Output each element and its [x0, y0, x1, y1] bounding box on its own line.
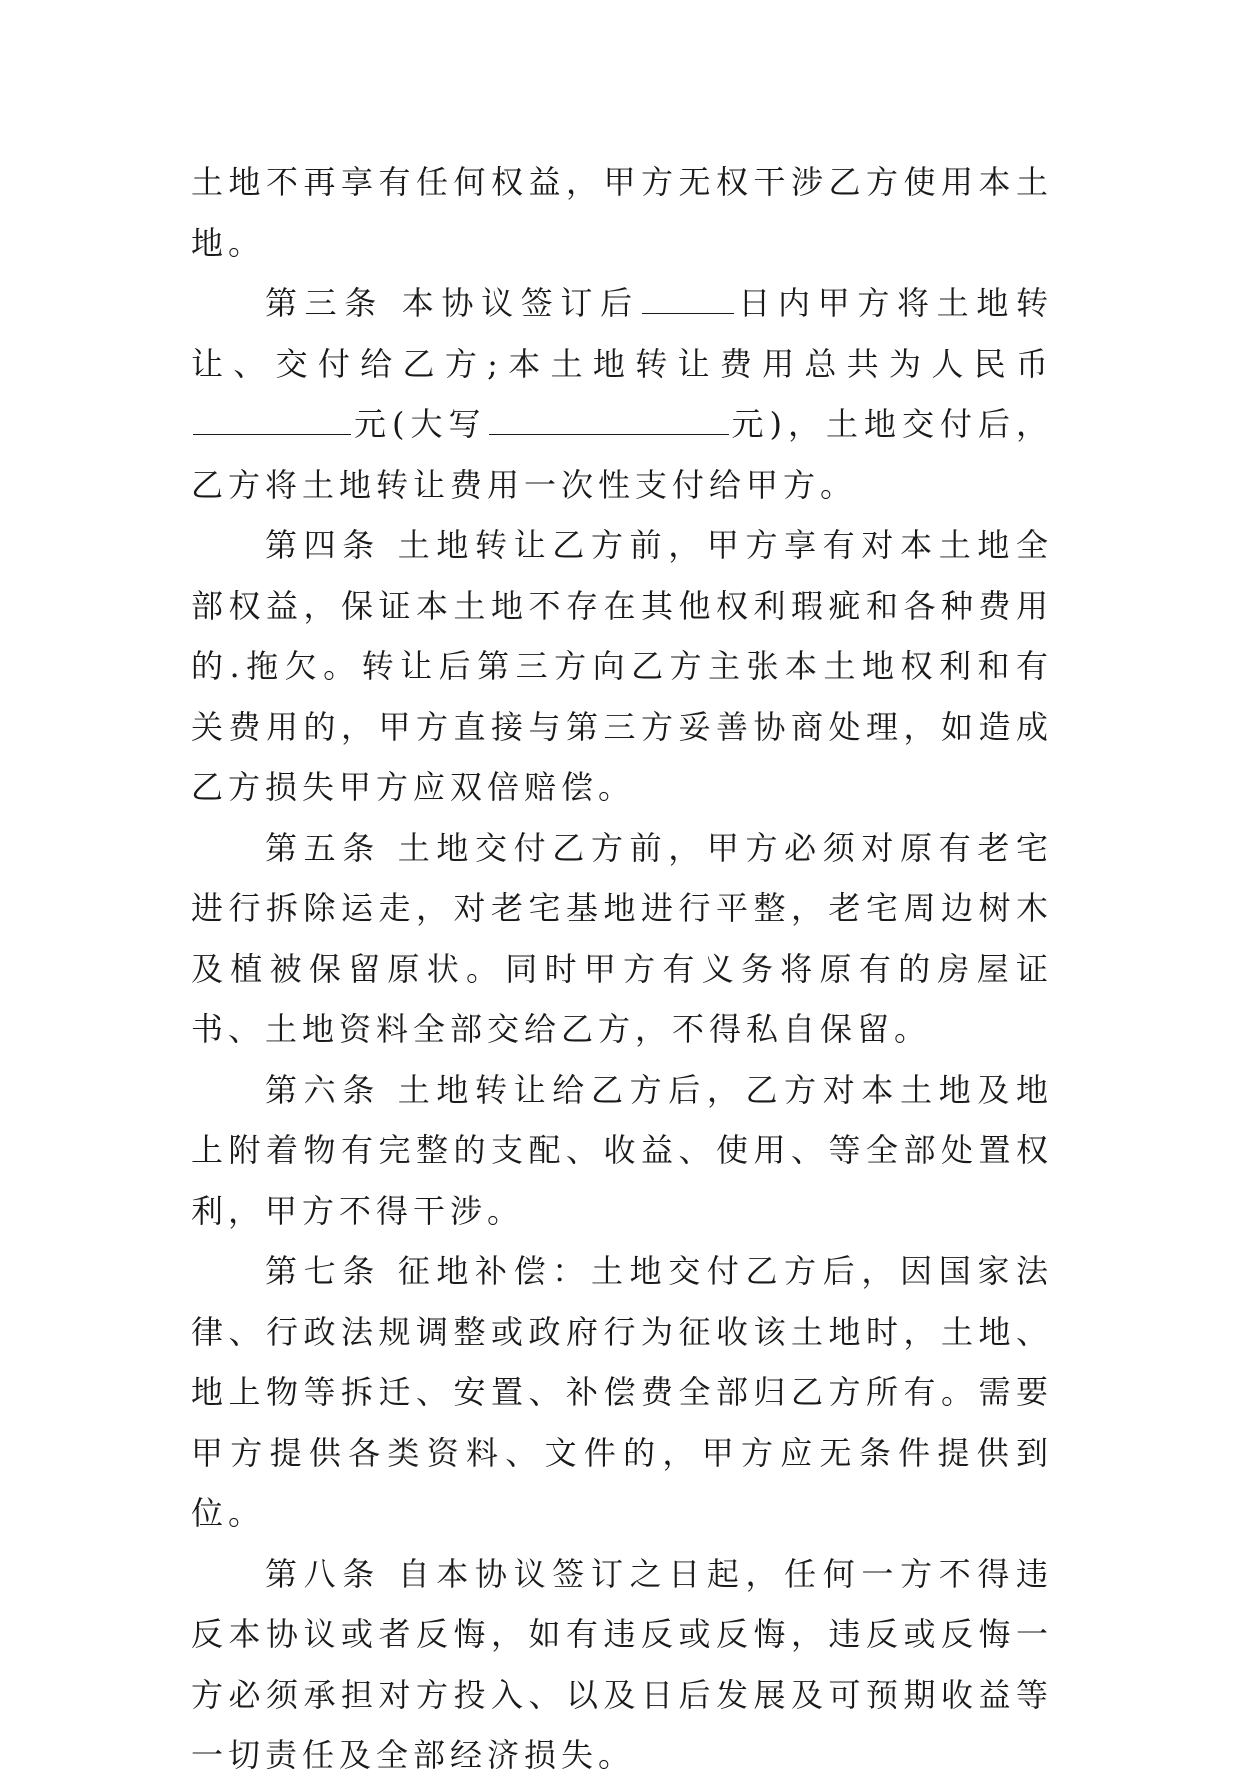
document-body — [191, 152, 1053, 1786]
paragraph-continuation: 土地不再享有任何权益，甲方无权干涉乙方使用本土地。 — [191, 163, 1053, 262]
amount-in-words-blank — [489, 404, 729, 435]
article-6: 第六条 土地转让给乙方后，乙方对本土地及地上附着物有完整的支配、收益、使用、等全部处置权利，甲方不得干涉。 — [191, 1070, 1053, 1230]
days-blank — [642, 283, 734, 314]
article-3 — [191, 273, 1053, 515]
article-4: 第四条 土地转让乙方前，甲方享有对本土地全部权益，保证本土地不存在其他权利瑕疵和各种费用的.拖欠。转让后第三方向乙方主张本土地权利和有关费用的，甲方直接与第三方妥善协商处理，如造成乙方损失甲方应双倍赔偿。 — [191, 526, 1053, 806]
article-3-text-1: 第三条 本协议签订后 — [265, 284, 640, 322]
article-8: 第八条 自本协议签订之日起，任何一方不得违反本协议或者反悔，如有违反或反悔，违反或反悔一方必须承担对方投入、以及日后发展及可预期收益等一切责任及全部经济损失。 — [191, 1554, 1053, 1774]
article-5: 第五条 土地交付乙方前，甲方必须对原有老宅进行拆除运走，对老宅基地进行平整，老宅周边树木及植被保留原状。同时甲方有义务将原有的房屋证书、土地资料全部交给乙方，不得私自保留。 — [191, 828, 1053, 1048]
article-3-text-2: 日内甲方将土地转让、交付给乙方;本土地转让费用总共为人民币 — [191, 284, 1053, 383]
amount-blank — [193, 404, 351, 435]
article-3-text-4: 元)，土地交付后，乙方将土地转让费用一次性支付给甲方。 — [191, 405, 1053, 504]
article-7: 第七条 征地补偿：土地交付乙方后，因国家法律、行政法规调整或政府行为征收该土地时，土地、地上物等拆迁、安置、补偿费全部归乙方所有。需要甲方提供各类资料、文件的，甲方应无条件提供到位。 — [191, 1252, 1053, 1532]
article-3-text-3: 元(大写 — [353, 405, 487, 443]
